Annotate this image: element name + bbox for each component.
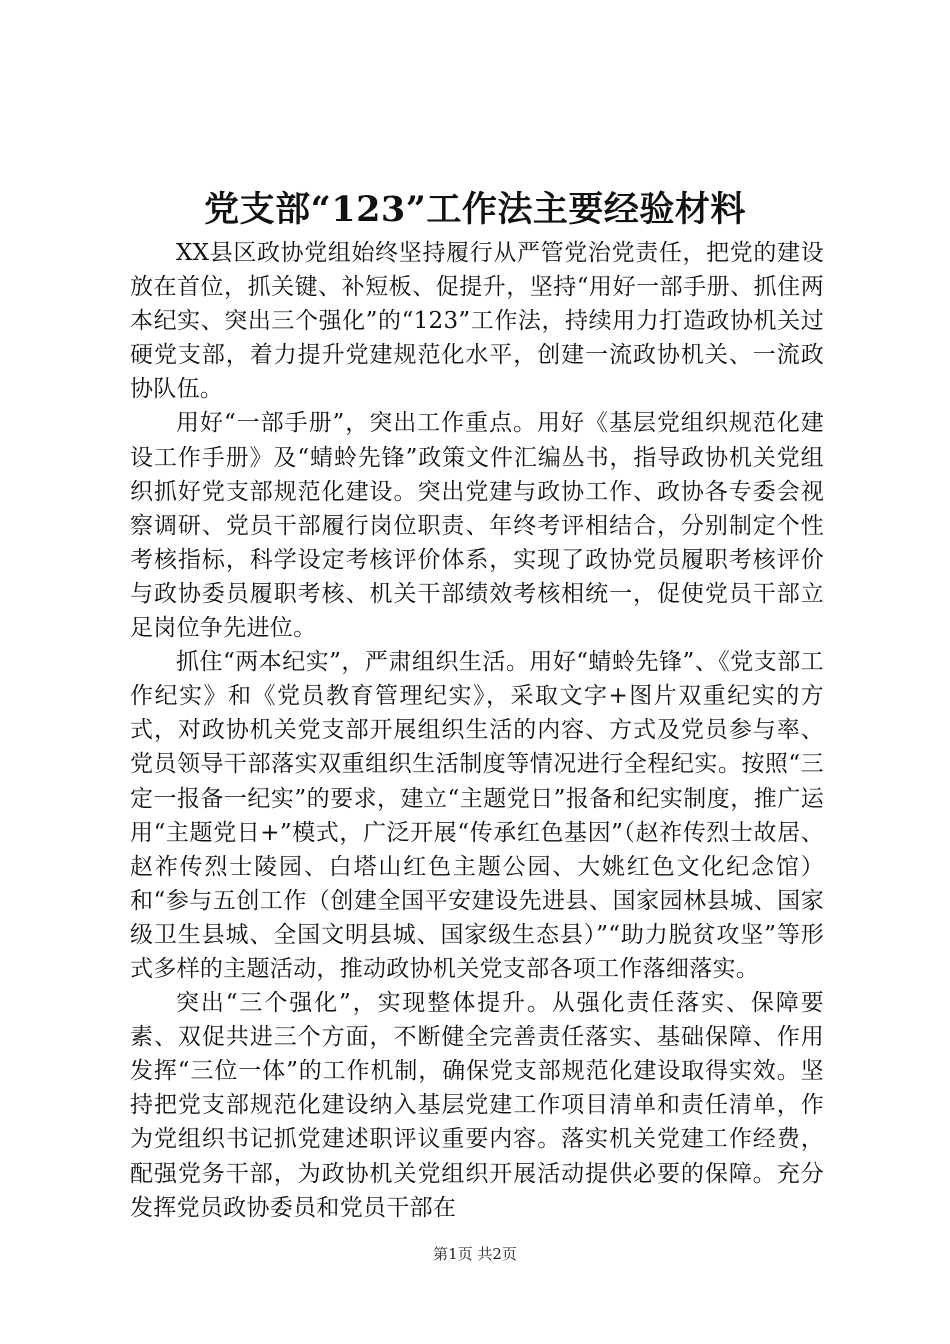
paragraph-intro: XX县区政协党组始终坚持履行从严管党治党责任，把党的建设放在首位，抓关键、补短板、促提升，坚持“用好一部手册、抓住两本纪实、突出三个强化”的“123”工作法，持续用力打造政协机关过硬党支部，着力提升党建规范化水平，创建一流政协机关、一流政协队伍。 [130, 240, 824, 403]
paragraph-three-strengthen: 突出“三个强化”，实现整体提升。从强化责任落实、保障要素、双促共进三个方面，不断健全完善责任落实、基础保障、作用发挥“三位一体”的工作机制，确保党支部规范化建设取得实效。坚持把党支部规范化建设纳入基层党建工作项目清单和责任清单，作为党组织书记抓党建述职评议重要内容。落实机关党建工作经费，配强党务干部，为政协机关党组织开展活动提供必要的保障。充分发挥党员政协委员和党员干部在 [130, 990, 824, 1221]
document-body [130, 236, 824, 1225]
paragraph-two-records: 抓住“两本纪实”，严肃组织生活。用好“蜻蛉先锋”、《党支部工作纪实》和《党员教育管理纪实》，采取文字+图片双重纪实的方式，对政协机关党支部开展组织生活的内容、方式及党员参与率、党员领导干部落实双重组织生活制度等情况进行全程纪实。按照“三定一报备一纪实”的要求，建立“主题党日”报备和纪实制度，推广运用“主题党日+”模式，广泛开展“传承红色基因”（赵祚传烈士故居、赵祚传烈士陵园、白塔山红色主题公园、大姚红色文化纪念馆）和“参与五创工作（创建全国平安建设先进县、国家园林县城、国家级卫生县城、全国文明县城、国家级生态县）”“助力脱贫攻坚”等形式多样的主题活动，推动政协机关党支部各项工作落细落实。 [130, 649, 824, 982]
page-number-footer: 第1页 共2页 [433, 1245, 517, 1263]
paragraph-one-manual: 用好“一部手册”，突出工作重点。用好《基层党组织规范化建设工作手册》及“蜻蛉先锋”政策文件汇编丛书，指导政协机关党组织抓好党支部规范化建设。突出党建与政协工作、政协各专委会视察调研、党员干部履行岗位职责、年终考评相结合，分别制定个性考核指标，科学设定考核评价体系，实现了政协党员履职考核评价与政协委员履职考核、机关干部绩效考核相统一，促使党员干部立足岗位争先进位。 [130, 410, 824, 642]
document-title: 党支部“123”工作法主要经验材料 [204, 189, 746, 230]
